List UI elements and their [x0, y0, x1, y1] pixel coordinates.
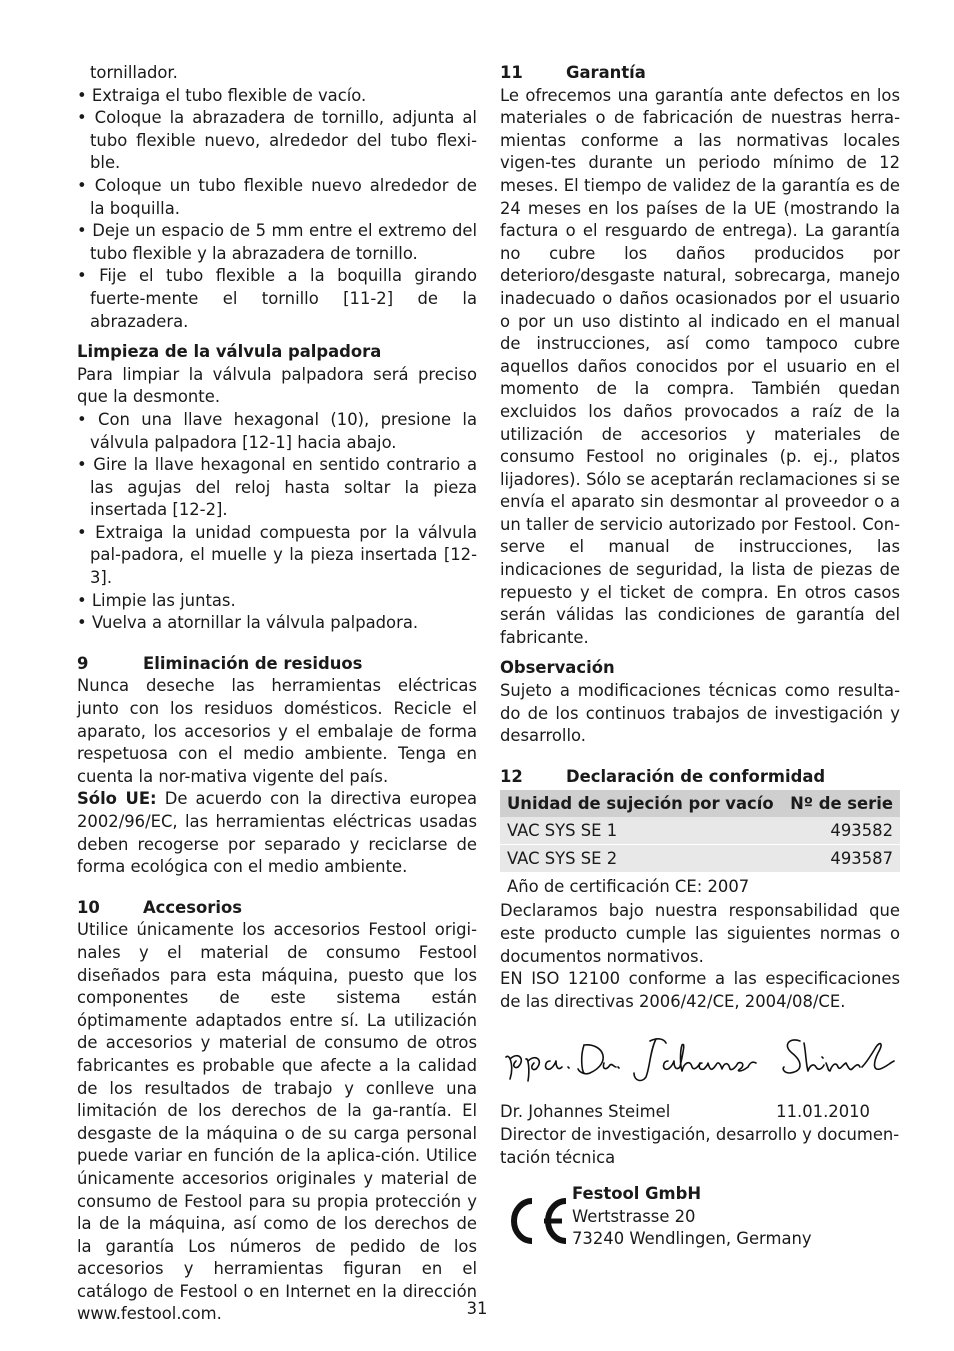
column-header-unit: Unidad de sujeción por vacío [500, 790, 782, 817]
unit-cell: VAC SYS SE 2 [500, 845, 782, 873]
manufacturer-block [500, 1183, 900, 1251]
section-9-eu-paragraph [77, 788, 477, 878]
section-title: Eliminación de residuos [143, 653, 363, 673]
section-9-heading [77, 653, 477, 676]
signature [500, 1027, 900, 1091]
list-item: • Coloque un tubo flexible nuevo alrededor de la boquilla. [77, 175, 477, 218]
list-item: • Gire la llave hexagonal en sentido contrario a las agujas del reloj hasta soltar la pieza insertada [12-2]. [77, 455, 477, 520]
table-row [500, 817, 900, 845]
section-10-heading [77, 897, 477, 920]
company-address [572, 1183, 812, 1251]
section-12-heading [500, 766, 900, 789]
list-item: • Coloque la abrazadera de tornillo, adjunta al tubo flexible nuevo, alrededor del tubo flexi-ble. [77, 108, 477, 173]
section-11-text: Le ofrecemos una garantía ante defectos en los materiales o de fabricación de nuestras herra-mientas conforme a las normativas locales vigen-tes durante un periodo mínimo de 12 meses. El tiempo de validez de la garantía es de 24 meses en los países de la UE (mostrando la factura o el resguardo de entrega). La garantía no cubre los daños producidos por deterioro/desgaste natural, sobrecarga, manejo inadecuado o daños ocasionados por el usuario o por un uso distinto al indicado en el manual de instrucciones, así como tampoco cubre aquellos daños conocidos por el usuario en el momento de la compra. También quedan excluidos los daños provocados a raíz de la utilización de accesorios y materiales de consumo Festool no originales (p. ej., platos lijadores). Sólo se aceptarán reclamaciones si se envía el aparato sin desmontar al proveedor o a un taller de servicio autorizado por Festool. Con-serve el manual de instrucciones, las indicaciones de seguridad, la lista de piezas de repuesto y el ticket de compra. En otros casos serán válidas las condiciones de garantía del fabricante. [500, 85, 900, 647]
valve-heading: Limpieza de la válvula palpadora [77, 342, 382, 362]
cert-year-cell: Año de certificación CE: 2007 [500, 873, 900, 901]
table-header-row [500, 790, 900, 817]
column-header-serial: Nº de serie [782, 790, 900, 817]
observation-heading: Observación [500, 658, 615, 678]
signer-role: Director de investigación, desarrollo y documen-tación técnica [500, 1124, 900, 1167]
section-11-heading [500, 62, 900, 85]
section-number: 11 [500, 63, 523, 82]
signer-line [500, 1101, 870, 1124]
section-9-text: Nunca deseche las herramientas eléctricas junto con los residuos domésticos. Recicle el aparato, los accesorios y el embalaje de forma respetuosa con el medio ambiente. Tenga en cuenta la nor-mativa vigente del país. [77, 676, 477, 786]
conformity-table [500, 790, 900, 900]
list-item: • Extraiga la unidad compuesta por la válvula pal-padora, el muelle y la pieza insertada [12-3]. [77, 522, 477, 588]
list-item: • Extraiga el tubo flexible de vacío. [77, 85, 367, 105]
unit-cell: VAC SYS SE 1 [500, 817, 782, 845]
page-number: 31 [466, 1299, 488, 1318]
table-row [500, 845, 900, 873]
continued-line: tornillador. [90, 63, 178, 82]
eu-label: Sólo UE: [77, 789, 157, 809]
left-column [77, 62, 477, 1326]
company-city: 73240 Wendlingen, Germany [572, 1229, 812, 1249]
serial-cell: 493582 [782, 817, 900, 845]
section-number: 12 [500, 766, 523, 786]
section-title: Accesorios [143, 897, 242, 917]
list-item: • Limpie las juntas. [77, 590, 236, 610]
signer-name: Dr. Johannes Steimel [500, 1102, 671, 1122]
section-10-text: Utilice únicamente los accesorios Festool origi-nales y el material de consumo Festool diseñados para esta máquina, puesto que los componentes de este sistema están óptimamente adaptados entre sí. La utilización de accesorios y material de consumo de otros fabricantes es probable que afecte a la calidad de los resultados de trabajo y conlleve una limitación de los derechos de la ga-rantía. El desgaste de la máquina o de su carga personal puede variar en función de la aplica-ción. Utilice únicamente accesorios originales y material de consumo de Festool para su propia protección y la de la máquina, así como de los derechos de la garantía Los números de pedido de los accesorios y herramientas figuran en el catálogo de Festool o en Internet en la dirección www.festool.com. [77, 920, 477, 1324]
serial-cell: 493587 [782, 845, 900, 873]
company-name: Festool GmbH [572, 1184, 702, 1204]
table-row [500, 873, 900, 901]
right-column [500, 62, 900, 1251]
section-title: Garantía [566, 63, 646, 82]
section-number: 10 [77, 897, 100, 917]
norms-text: EN ISO 12100 conforme a las especificaciones de las directivas 2006/42/CE, 2004/08/CE. [500, 969, 900, 1011]
company-street: Wertstrasse 20 [572, 1206, 696, 1226]
sign-date: 11.01.2010 [776, 1102, 870, 1122]
list-item: • Deje un espacio de 5 mm entre el extremo del tubo flexible y la abrazadera de tornillo. [77, 221, 477, 263]
list-item: • Con una llave hexagonal (10), presione la válvula palpadora [12-1] hacia abajo. [77, 409, 477, 452]
declaration-text: Declaramos bajo nuestra responsabilidad que este producto cumple las siguientes normas o documentos normativos. [500, 901, 900, 966]
eu-text: De acuerdo con la directiva europea 2002/96/EC, las herramientas eléctricas usadas deben recogerse por separado y reciclarse de forma ecológica con el medio ambiente. [77, 789, 477, 877]
observation-text: Sujeto a modificaciones técnicas como resulta-do de los continuos trabajos de investigación y desarrollo. [500, 681, 900, 746]
ce-mark-icon [500, 1191, 572, 1251]
section-number: 9 [77, 653, 89, 673]
list-item: • Fije el tubo flexible a la boquilla girando fuerte-mente el tornillo [11-2] de la abrazadera. [77, 266, 477, 331]
section-title: Declaración de conformidad [566, 766, 826, 786]
valve-intro: Para limpiar la válvula palpadora será preciso que la desmonte. [77, 364, 477, 407]
list-item: • Vuelva a atornillar la válvula palpadora. [77, 613, 419, 633]
